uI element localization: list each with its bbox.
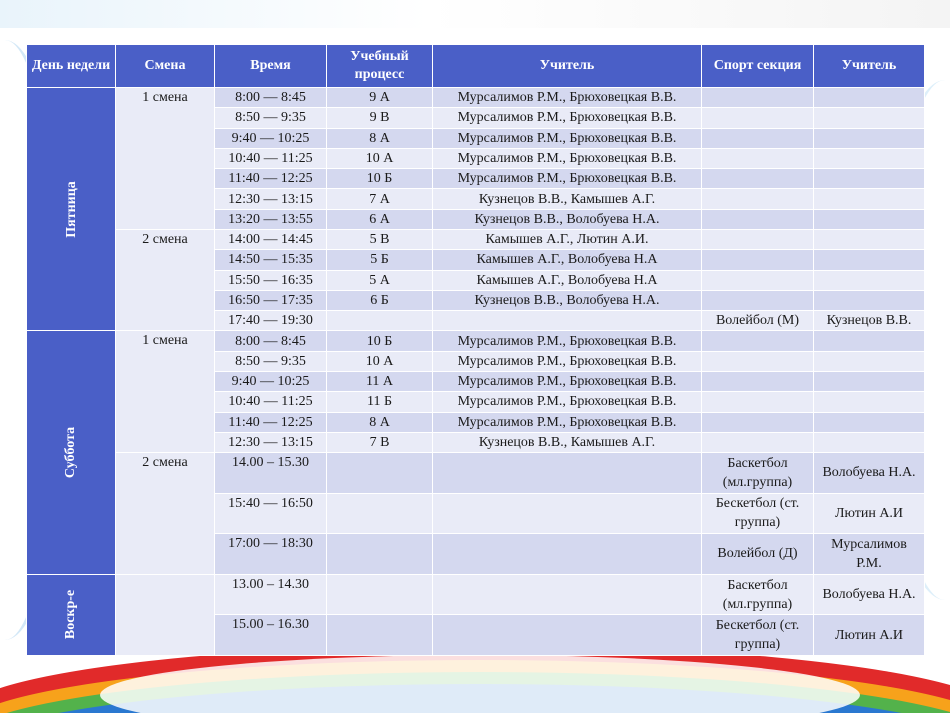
sport-cell bbox=[702, 371, 814, 391]
teacher-cell: Кузнецов В.В., Камышев А.Г. bbox=[433, 432, 702, 452]
schedule-body bbox=[27, 88, 925, 656]
sport-teacher-cell: Лютин А.И bbox=[814, 493, 925, 534]
sport-cell bbox=[702, 128, 814, 148]
class-cell: 8 А bbox=[327, 128, 433, 148]
sport-teacher-cell: Волобуева Н.А. bbox=[814, 453, 925, 494]
sport-cell bbox=[702, 108, 814, 128]
time-cell: 10:40 — 11:25 bbox=[215, 148, 327, 168]
sport-teacher-cell bbox=[814, 331, 925, 351]
shift-cell: 2 смена bbox=[116, 229, 215, 330]
sport-cell bbox=[702, 412, 814, 432]
time-cell: 17:40 — 19:30 bbox=[215, 311, 327, 331]
time-cell: 14.00 – 15.30 bbox=[215, 453, 327, 494]
time-cell: 12:30 — 13:15 bbox=[215, 432, 327, 452]
header-shift: Смена bbox=[116, 45, 215, 88]
sport-cell: Баскетбол (мл.группа) bbox=[702, 574, 814, 615]
teacher-cell: Мурсалимов Р.М., Брюховецкая В.В. bbox=[433, 331, 702, 351]
teacher-cell bbox=[433, 534, 702, 575]
day-label: Воскр-е bbox=[63, 590, 79, 640]
teacher-cell: Мурсалимов Р.М., Брюховецкая В.В. bbox=[433, 169, 702, 189]
sport-teacher-cell bbox=[814, 270, 925, 290]
time-cell: 17:00 — 18:30 bbox=[215, 534, 327, 575]
time-cell: 12:30 — 13:15 bbox=[215, 189, 327, 209]
sport-cell: Волейбол (Д) bbox=[702, 534, 814, 575]
day-cell bbox=[27, 331, 116, 574]
shift-cell: 1 смена bbox=[116, 88, 215, 230]
table-row bbox=[27, 88, 925, 108]
class-cell bbox=[327, 311, 433, 331]
class-cell: 9 В bbox=[327, 108, 433, 128]
time-cell: 13.00 – 14.30 bbox=[215, 574, 327, 615]
time-cell: 15.00 – 16.30 bbox=[215, 615, 327, 656]
class-cell: 10 Б bbox=[327, 169, 433, 189]
teacher-cell bbox=[433, 574, 702, 615]
time-cell: 11:40 — 12:25 bbox=[215, 412, 327, 432]
time-cell: 15:40 — 16:50 bbox=[215, 493, 327, 534]
class-cell: 8 А bbox=[327, 412, 433, 432]
sport-cell: Бескетбол (ст. группа) bbox=[702, 615, 814, 656]
sport-cell bbox=[702, 351, 814, 371]
class-cell: 11 А bbox=[327, 371, 433, 391]
class-cell: 6 А bbox=[327, 209, 433, 229]
sport-teacher-cell: Кузнецов В.В. bbox=[814, 311, 925, 331]
time-cell: 13:20 — 13:55 bbox=[215, 209, 327, 229]
sport-cell: Баскетбол (мл.группа) bbox=[702, 453, 814, 494]
time-cell: 8:00 — 8:45 bbox=[215, 88, 327, 108]
time-cell: 8:50 — 9:35 bbox=[215, 108, 327, 128]
teacher-cell: Мурсалимов Р.М., Брюховецкая В.В. bbox=[433, 412, 702, 432]
sport-cell bbox=[702, 270, 814, 290]
header-teacher: Учитель bbox=[433, 45, 702, 88]
teacher-cell: Камышев А.Г., Волобуева Н.А bbox=[433, 250, 702, 270]
class-cell bbox=[327, 493, 433, 534]
teacher-cell: Кузнецов В.В., Камышев А.Г. bbox=[433, 189, 702, 209]
header-sport-teacher: Учитель bbox=[814, 45, 925, 88]
top-stripe bbox=[0, 0, 950, 28]
sport-teacher-cell: Волобуева Н.А. bbox=[814, 574, 925, 615]
sport-teacher-cell bbox=[814, 148, 925, 168]
class-cell: 7 А bbox=[327, 189, 433, 209]
table-row bbox=[27, 574, 925, 615]
header-process: Учебный процесс bbox=[327, 45, 433, 88]
class-cell bbox=[327, 615, 433, 656]
sport-teacher-cell bbox=[814, 351, 925, 371]
time-cell: 15:50 — 16:35 bbox=[215, 270, 327, 290]
schedule-table bbox=[26, 44, 925, 656]
sport-cell: Волейбол (М) bbox=[702, 311, 814, 331]
sport-cell bbox=[702, 392, 814, 412]
sport-teacher-cell bbox=[814, 412, 925, 432]
class-cell bbox=[327, 534, 433, 575]
teacher-cell bbox=[433, 453, 702, 494]
sport-teacher-cell bbox=[814, 169, 925, 189]
sport-teacher-cell bbox=[814, 108, 925, 128]
teacher-cell: Мурсалимов Р.М., Брюховецкая В.В. bbox=[433, 88, 702, 108]
class-cell: 6 Б bbox=[327, 290, 433, 310]
sport-cell bbox=[702, 189, 814, 209]
teacher-cell: Камышев А.Г., Волобуева Н.А bbox=[433, 270, 702, 290]
sport-cell bbox=[702, 209, 814, 229]
time-cell: 9:40 — 10:25 bbox=[215, 128, 327, 148]
sport-teacher-cell bbox=[814, 88, 925, 108]
time-cell: 9:40 — 10:25 bbox=[215, 371, 327, 391]
class-cell: 10 А bbox=[327, 148, 433, 168]
class-cell: 5 А bbox=[327, 270, 433, 290]
teacher-cell: Мурсалимов Р.М., Брюховецкая В.В. bbox=[433, 108, 702, 128]
shift-cell: 1 смена bbox=[116, 331, 215, 453]
class-cell: 5 Б bbox=[327, 250, 433, 270]
teacher-cell bbox=[433, 493, 702, 534]
header-sport: Спорт секция bbox=[702, 45, 814, 88]
sport-teacher-cell bbox=[814, 189, 925, 209]
time-cell: 14:00 — 14:45 bbox=[215, 229, 327, 249]
class-cell: 9 А bbox=[327, 88, 433, 108]
sport-teacher-cell bbox=[814, 392, 925, 412]
sport-teacher-cell bbox=[814, 229, 925, 249]
sport-cell: Бескетбол (ст. группа) bbox=[702, 493, 814, 534]
sport-cell bbox=[702, 250, 814, 270]
sport-teacher-cell bbox=[814, 432, 925, 452]
class-cell bbox=[327, 453, 433, 494]
table-row bbox=[27, 229, 925, 249]
table-row bbox=[27, 331, 925, 351]
teacher-cell: Кузнецов В.В., Волобуева Н.А. bbox=[433, 290, 702, 310]
teacher-cell: Мурсалимов Р.М., Брюховецкая В.В. bbox=[433, 351, 702, 371]
sport-cell bbox=[702, 148, 814, 168]
sport-cell bbox=[702, 432, 814, 452]
teacher-cell: Мурсалимов Р.М., Брюховецкая В.В. bbox=[433, 392, 702, 412]
teacher-cell: Мурсалимов Р.М., Брюховецкая В.В. bbox=[433, 128, 702, 148]
shift-cell: 2 смена bbox=[116, 453, 215, 575]
day-label: Пятница bbox=[63, 180, 79, 238]
sport-cell bbox=[702, 331, 814, 351]
teacher-cell: Мурсалимов Р.М., Брюховецкая В.В. bbox=[433, 371, 702, 391]
sport-teacher-cell bbox=[814, 371, 925, 391]
class-cell: 7 В bbox=[327, 432, 433, 452]
sport-teacher-cell: Мурсалимов Р.М. bbox=[814, 534, 925, 575]
teacher-cell: Мурсалимов Р.М., Брюховецкая В.В. bbox=[433, 148, 702, 168]
time-cell: 16:50 — 17:35 bbox=[215, 290, 327, 310]
teacher-cell bbox=[433, 311, 702, 331]
sport-cell bbox=[702, 290, 814, 310]
day-cell bbox=[27, 574, 116, 655]
class-cell bbox=[327, 574, 433, 615]
teacher-cell bbox=[433, 615, 702, 656]
teacher-cell: Кузнецов В.В., Волобуева Н.А. bbox=[433, 209, 702, 229]
teacher-cell: Камышев А.Г., Лютин А.И. bbox=[433, 229, 702, 249]
day-cell bbox=[27, 88, 116, 331]
sport-cell bbox=[702, 169, 814, 189]
time-cell: 14:50 — 15:35 bbox=[215, 250, 327, 270]
time-cell: 8:00 — 8:45 bbox=[215, 331, 327, 351]
sport-cell bbox=[702, 229, 814, 249]
header-day: День недели bbox=[27, 45, 116, 88]
sport-teacher-cell bbox=[814, 290, 925, 310]
header-time: Время bbox=[215, 45, 327, 88]
day-label: Суббота bbox=[63, 426, 79, 479]
time-cell: 10:40 — 11:25 bbox=[215, 392, 327, 412]
class-cell: 10 А bbox=[327, 351, 433, 371]
class-cell: 5 В bbox=[327, 229, 433, 249]
class-cell: 11 Б bbox=[327, 392, 433, 412]
table-row bbox=[27, 453, 925, 494]
class-cell: 10 Б bbox=[327, 331, 433, 351]
sport-teacher-cell bbox=[814, 209, 925, 229]
header-row bbox=[27, 45, 925, 88]
sport-teacher-cell bbox=[814, 250, 925, 270]
sport-teacher-cell: Лютин А.И bbox=[814, 615, 925, 656]
time-cell: 11:40 — 12:25 bbox=[215, 169, 327, 189]
sport-cell bbox=[702, 88, 814, 108]
time-cell: 8:50 — 9:35 bbox=[215, 351, 327, 371]
sport-teacher-cell bbox=[814, 128, 925, 148]
shift-cell bbox=[116, 574, 215, 655]
